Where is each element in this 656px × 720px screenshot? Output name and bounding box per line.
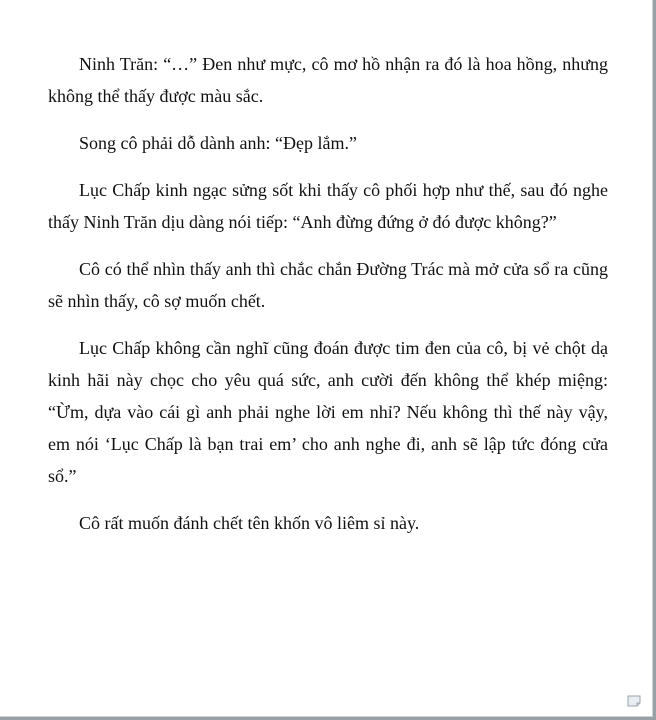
paragraph: Cô rất muốn đánh chết tên khốn vô liêm sỉ này.	[79, 513, 420, 533]
paragraph: Lục Chấp không cần nghĩ cũng đoán được tim đen của cô, bị vẻ chột dạ kinh hãi này chọc cho yêu quá sức, anh cười đến không thể khép miệng: “Ừm, dựa vào cái gì anh phải nghe lời em nhỉ? Nếu không thì thế này vậy, em nói ‘Lục Chấp là bạn trai em’ cho anh nghe đi, anh sẽ lập tức đóng cửa sổ.”	[48, 338, 608, 486]
paragraph: Song cô phải dỗ dành anh: “Đẹp lắm.”	[79, 133, 357, 153]
page-corner-icon	[627, 695, 641, 707]
page-body	[48, 48, 608, 554]
paragraph: Ninh Trăn: “…” Đen như mực, cô mơ hồ nhận ra đó là hoa hồng, nhưng không thể thấy được màu sắc.	[48, 54, 608, 106]
paragraph: Cô có thể nhìn thấy anh thì chắc chắn Đường Trác mà mở cửa sổ ra cũng sẽ nhìn thấy, cô sợ muốn chết.	[48, 259, 608, 311]
paragraph: Lục Chấp kinh ngạc sửng sốt khi thấy cô phối hợp như thế, sau đó nghe thấy Ninh Trăn dịu dàng nói tiếp: “Anh đừng đứng ở đó được không?”	[48, 180, 608, 232]
